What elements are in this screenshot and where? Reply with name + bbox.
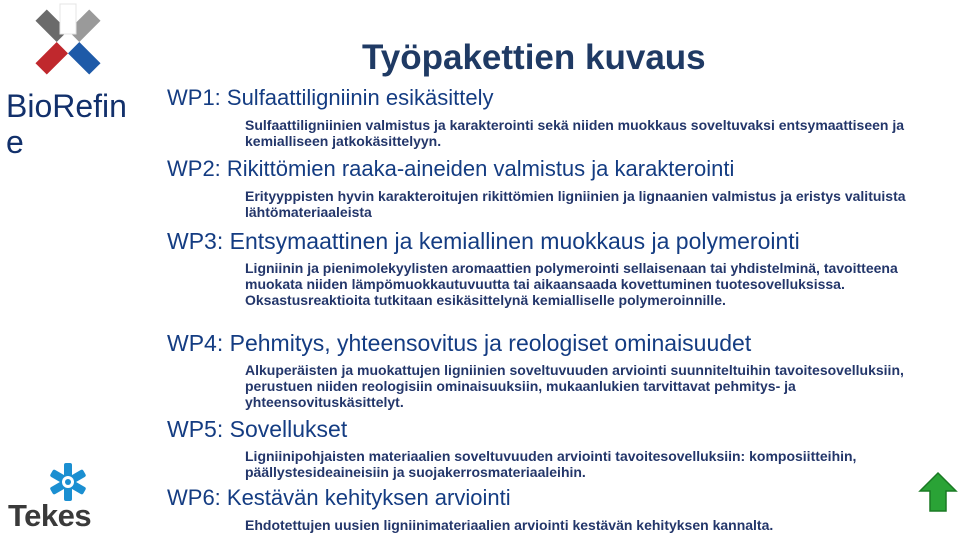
- work-package-1: [167, 86, 950, 149]
- wp-description: Ligniinipohjaisten materiaalien soveltuvuuden arviointi tavoitesovelluksiin: komposiitteihin, päällystesideaineisiin ja suojakerrosmateriaaleihin.: [245, 448, 857, 480]
- sidebar: [0, 0, 157, 538]
- wp-heading: WP6: Kestävän kehityksen arviointi: [167, 485, 511, 510]
- work-package-5: [167, 417, 950, 480]
- wp-heading: WP5: Sovellukset: [167, 416, 348, 442]
- wp-description: Ehdotettujen uusien ligniinimateriaalien arviointi kestävän kehityksen kannalta.: [245, 517, 774, 533]
- work-package-6: [167, 486, 950, 533]
- up-arrow-icon[interactable]: [918, 471, 958, 513]
- work-package-3: [167, 229, 950, 308]
- wp-description: Erityyppisten hyvin karakteroitujen rikittömien ligniinien ja lignaanien valmistus ja eristys valituista lähtömateriaaleista: [245, 188, 906, 220]
- brand-name: BioRefin e: [6, 88, 127, 160]
- work-package-4: [167, 331, 950, 410]
- wp-heading: WP3: Entsymaattinen ja kemiallinen muokkaus ja polymerointi: [167, 228, 800, 254]
- tekes-wordmark: Tekes: [8, 498, 92, 533]
- wp-description: Ligniinin ja pienimolekyylisten aromaattien polymerointi sellaisenaan tai yhdistelminä, tavoitteena muokata niiden lämpömuokkautuvuutta tai aikaansaada kovettuminen tuotesovelluksissa. Oksastusreaktioita tutkitaan esikäsittelynä kemialliselle polymeroinnille.: [245, 260, 898, 308]
- wp-description: Alkuperäisten ja muokattujen ligniinien soveltuvuuden arviointi suunniteltuihin tavoitesovelluksiin, perustuen niiden reologisiin ominaisuuksiin, mukaanlukien tarvittavat pehmitys- ja yhteensovituskäsittelyt.: [245, 362, 904, 410]
- tekes-logo: [6, 462, 131, 534]
- wp-heading: WP4: Pehmitys, yhteensovitus ja reologiset ominaisuudet: [167, 330, 752, 356]
- wp-heading: WP2: Rikittömien raaka-aineiden valmistus ja karakterointi: [167, 156, 735, 181]
- asterisk-logo-icon: [18, 2, 118, 82]
- work-package-2: [167, 157, 950, 220]
- page-title: Työpakettien kuvaus: [362, 38, 706, 77]
- wp-heading: WP1: Sulfaattiligniinin esikäsittely: [167, 85, 494, 110]
- wp-description: Sulfaattiligniinien valmistus ja karakterointi sekä niiden muokkaus soveltuvaksi entsymaattiseen ja kemialliseen jatkokäsittelyyn.: [245, 117, 905, 149]
